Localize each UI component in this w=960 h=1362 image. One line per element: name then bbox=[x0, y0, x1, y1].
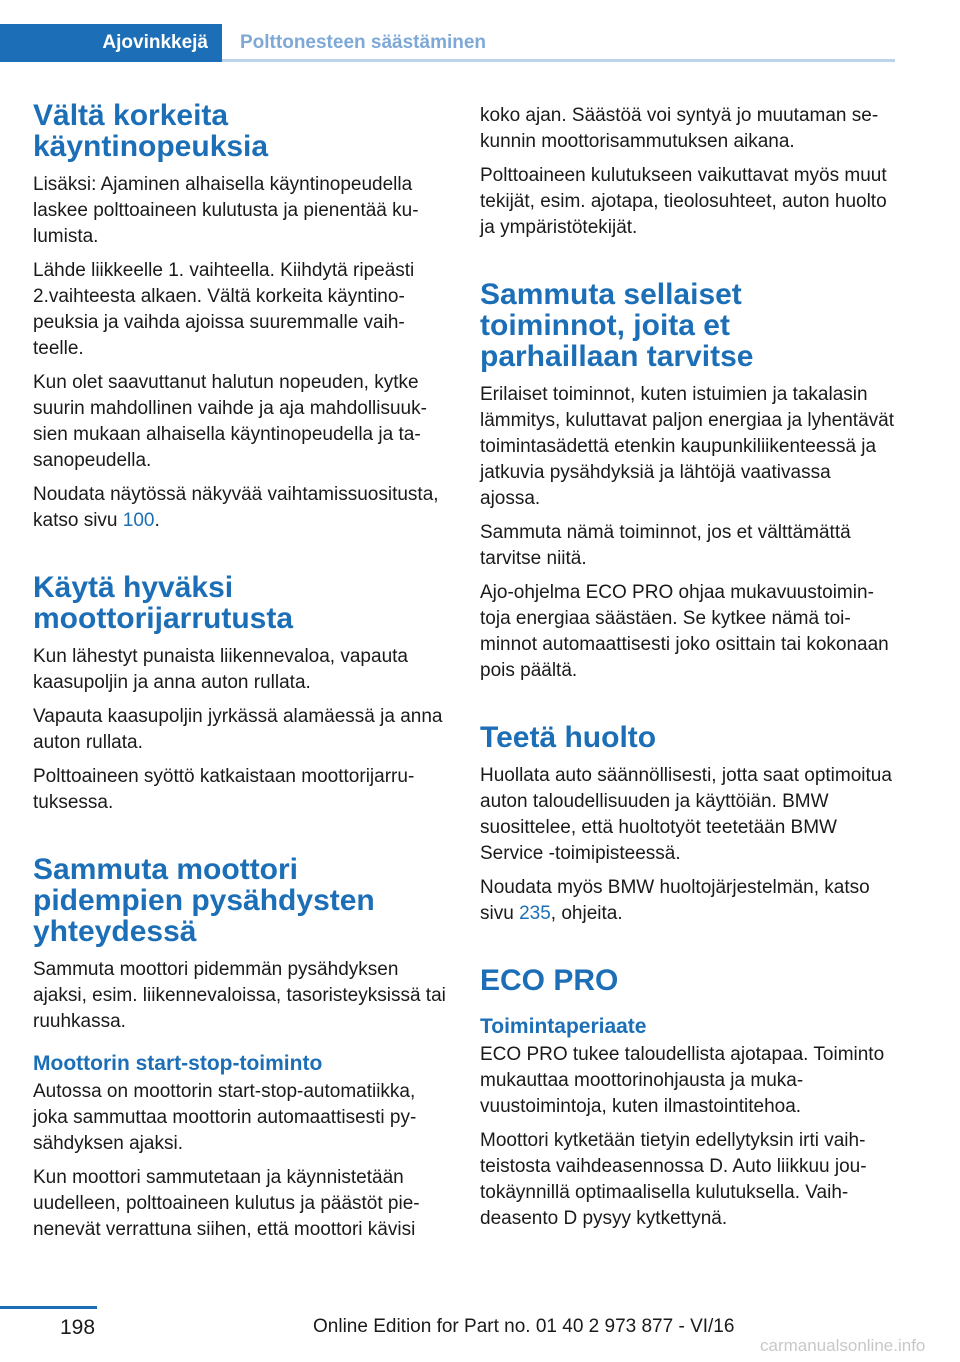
paragraph bbox=[33, 482, 448, 534]
subheading-start-stop: Moottorin start-stop-toiminto bbox=[33, 1052, 323, 1075]
section-tab: Polttonesteen säästäminen bbox=[240, 32, 487, 53]
left-column bbox=[33, 100, 448, 1251]
page-link-100[interactable]: 100 bbox=[122, 510, 155, 531]
paragraph: Autossa on moottorin start-stop-automatiikka, joka sammuttaa moottorin automaattisesti pysähdyksen ajaksi. bbox=[33, 1081, 417, 1154]
page-number: 198 bbox=[60, 1316, 96, 1339]
heading-eco-pro: ECO PRO bbox=[480, 964, 619, 997]
paragraph-text: . bbox=[154, 510, 160, 531]
paragraph: Kun moottori sammutetaan ja käynnistetään uudelleen, polttoaineen kulutus ja päästöt pienenevät verrattuna siihen, että moottori kävisi bbox=[33, 1167, 420, 1240]
paragraph: Sammuta moottori pidemmän pysähdyksen ajaksi, esim. liikennevaloissa, tasoristeyksissä tai ruuhkassa. bbox=[33, 959, 446, 1032]
heading-service: Teetä huolto bbox=[480, 721, 657, 754]
paragraph-text: Noudata myös BMW huoltojärjestelmän, katso sivu bbox=[480, 877, 870, 924]
header-rule bbox=[222, 59, 895, 62]
paragraph: koko ajan. Säästöä voi syntyä jo muutaman sekunnin moottorisammutuksen aikana. bbox=[480, 105, 879, 152]
right-column bbox=[480, 103, 895, 1240]
paragraph: Polttoaineen syöttö katkaistaan moottorijarrutuksessa. bbox=[33, 766, 415, 813]
footer-rule bbox=[0, 1306, 97, 1309]
page-header bbox=[0, 24, 895, 62]
paragraph: Sammuta nämä toiminnot, jos et välttämättä tarvitse niitä. bbox=[480, 522, 851, 569]
subheading-principle: Toimintaperiaate bbox=[480, 1015, 647, 1038]
chapter-tab: Ajovinkkejä bbox=[0, 24, 222, 62]
watermark: carmanualsonline.info bbox=[760, 1336, 926, 1355]
paragraph: Lisäksi: Ajaminen alhaisella käyntinopeudella laskee polttoaineen kulutusta ja pienentää kulumista. bbox=[33, 174, 419, 247]
paragraph bbox=[480, 875, 895, 927]
paragraph: Polttoaineen kulutukseen vaikuttavat myös muut tekijät, esim. ajotapa, tieolosuhteet, auton huolto ja ympäristötekijät. bbox=[480, 165, 887, 238]
paragraph-text: Noudata näytössä näkyvää vaihtamissuositusta, katso sivu bbox=[33, 484, 439, 531]
paragraph: Kun lähestyt punaista liikennevaloa, vapauta kaasupoljin ja anna auton rullata. bbox=[33, 646, 408, 693]
paragraph-text: , ohjeita. bbox=[550, 903, 623, 924]
paragraph: Erilaiset toiminnot, kuten istuimien ja takalasin lämmitys, kuluttavat paljon energiaa ja lyhentävät toimintasädettä etenkin kaupunkiliikenteessä ja jatkuvia pysähdyksiä ja lähtöjä vaativassa ajossa. bbox=[480, 384, 895, 509]
paragraph: Ajo-ohjelma ECO PRO ohjaa mukavuustoimintoja energiaa säästäen. Se kytkee nämä toiminnot automaattisesti joko osittain tai kokonaan pois päältä. bbox=[480, 582, 889, 681]
page-link-235[interactable]: 235 bbox=[519, 903, 551, 924]
paragraph: Huollata auto säännöllisesti, jotta saat optimoitua auton taloudellisuuden ja käyttöiän. BMW suosittelee, että huoltotyöt teetetään BMW Service -toimipisteessä. bbox=[480, 765, 892, 864]
paragraph: Vapauta kaasupoljin jyrkässä alamäessä ja anna auton rullata. bbox=[33, 706, 443, 753]
heading-switch-off-functions: Sammuta sellaiset toiminnot, joita et parhaillaan tarvitse bbox=[480, 278, 754, 373]
heading-engine-braking: Käytä hyväksi moottorijarrutusta bbox=[33, 571, 294, 635]
paragraph: Moottori kytketään tietyin edellytyksin irti vaihteistosta vaihdeasennossa D. Auto liikkuu joutokäynnillä optimaalisella kulutuksella. Vaihdeasento D pysyy kytkettynä. bbox=[480, 1130, 867, 1229]
heading-avoid-high-rpm: Vältä korkeita käyntinopeuksia bbox=[33, 99, 269, 163]
paragraph: Kun olet saavuttanut halutun nopeuden, kytke suurin mahdollinen vaihde ja aja mahdollisuuksien mukaan alhaisella käyntinopeudella ja tasanopeudella. bbox=[33, 372, 427, 471]
heading-switch-off-engine: Sammuta moottori pidempien pysähdysten yhteydessä bbox=[33, 853, 375, 948]
edition-text: Online Edition for Part no. 01 40 2 973 877 - VI/16 bbox=[313, 1316, 735, 1337]
paragraph: Lähde liikkeelle 1. vaihteella. Kiihdytä ripeästi 2.vaihteesta alkaen. Vältä korkeita käyntinopeuksia ja vaihda ajoissa suuremmalle vaihteelle. bbox=[33, 260, 415, 359]
paragraph: ECO PRO tukee taloudellista ajotapaa. Toiminto mukauttaa moottorinohjausta ja mukavuustoimintoja, kuten ilmastointitehoa. bbox=[480, 1044, 885, 1117]
